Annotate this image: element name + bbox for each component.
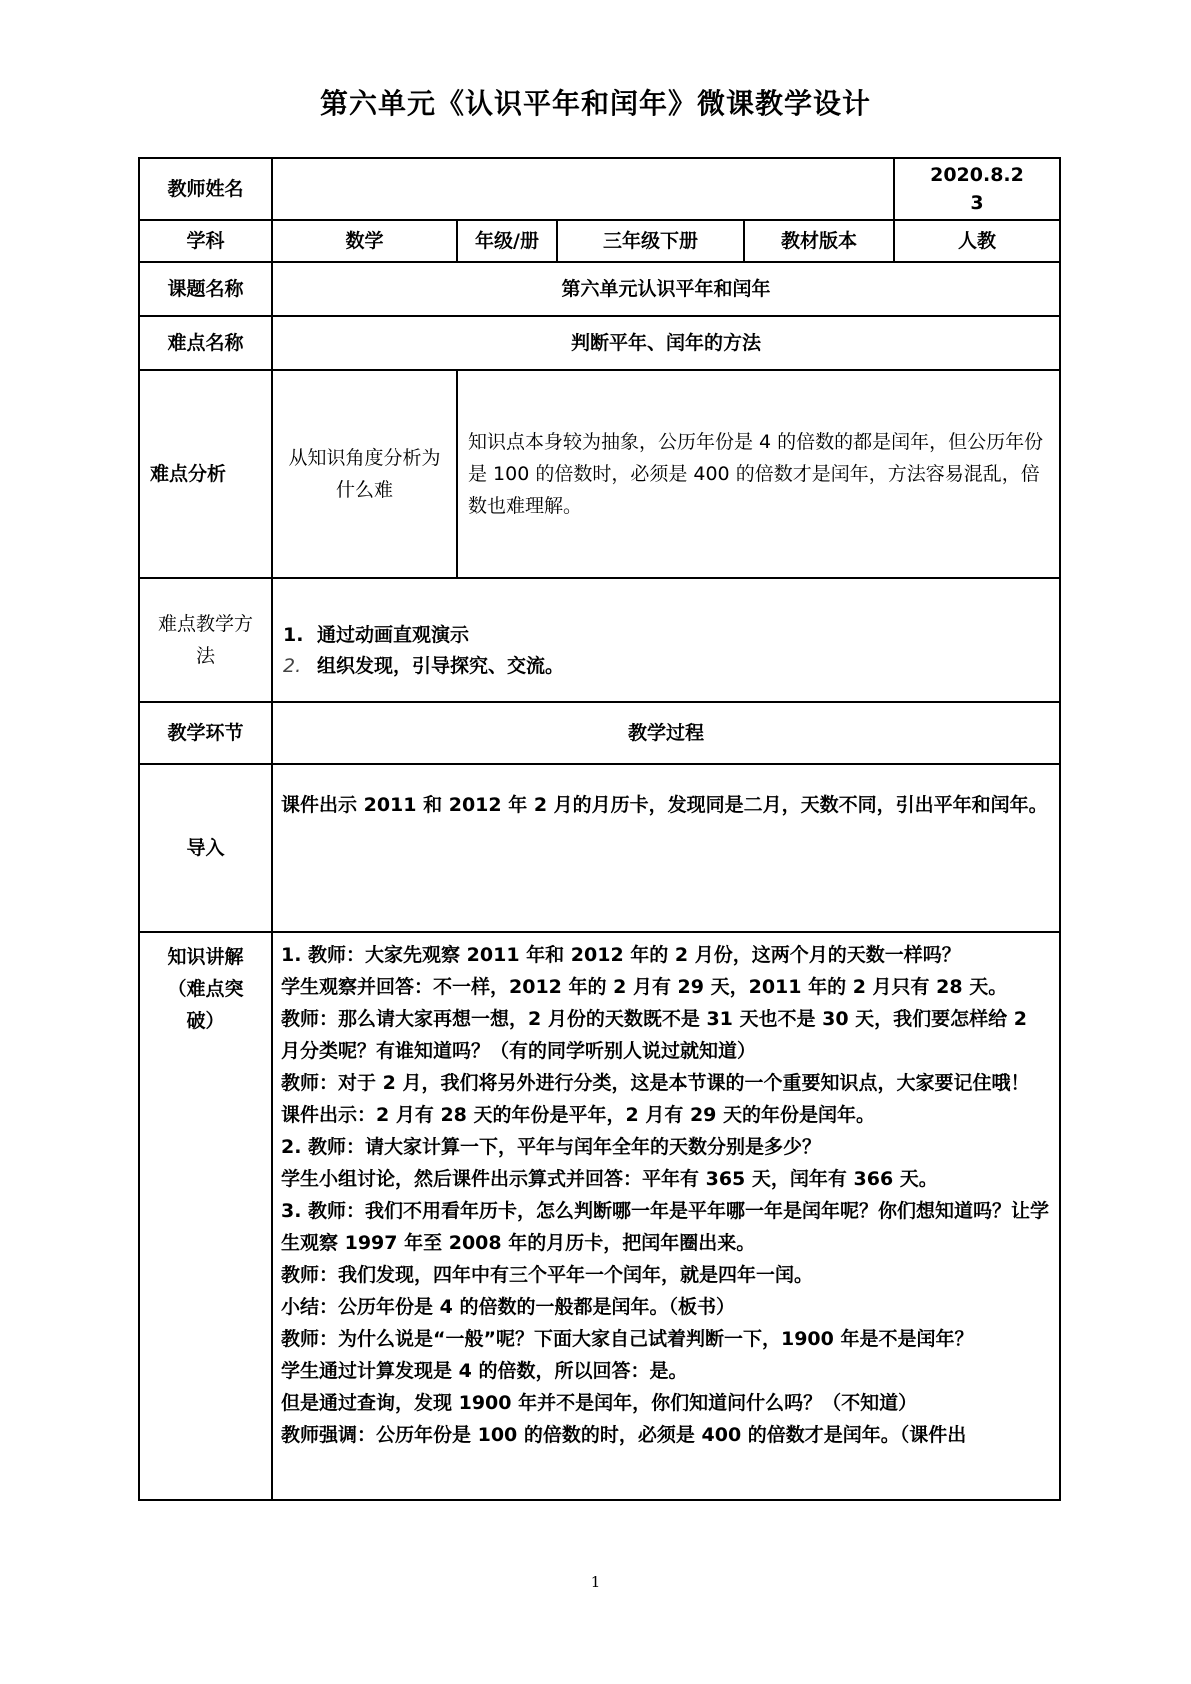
explain-paragraph: 2. 教师：请大家计算一下，平年与闰年全年的天数分别是多少？	[281, 1136, 822, 1158]
method-item	[283, 620, 1049, 651]
grade-label: 年级/册	[457, 220, 557, 262]
edition-value: 人教	[894, 220, 1060, 262]
intro-cell	[272, 764, 1060, 932]
subject-value: 数学	[272, 220, 457, 262]
explain-paragraph: 课件出示：2 月有 28 天的年份是平年，2 月有 29 天的年份是闰年。	[281, 1104, 876, 1126]
method-text: 组织发现，引导探究、交流。	[317, 655, 565, 677]
document-title: 第六单元《认识平年和闰年》微课教学设计	[319, 87, 871, 120]
date-value: 2020.8.23	[930, 164, 1024, 214]
teacher-value	[272, 158, 894, 220]
analysis-label: 难点分析	[139, 370, 272, 578]
difficulty-label: 难点名称	[139, 316, 272, 370]
process-header-value: 教学过程	[272, 702, 1060, 764]
methods-label-cell	[139, 578, 272, 702]
explain-paragraph: 但是通过查询，发现 1900 年并不是闰年，你们知道问什么吗？（不知道）	[281, 1392, 918, 1414]
explain-paragraph: 3. 教师：我们不用看年历卡，怎么判断哪一年是平年哪一年是闰年呢？你们想知道吗？让学生观察 1997 年至 2008 年的月历卡，把闰年圈出来。	[281, 1200, 1050, 1254]
explain-paragraph: 学生通过计算发现是 4 的倍数，所以回答：是。	[281, 1360, 688, 1382]
teacher-label: 教师姓名	[139, 158, 272, 220]
process-header-row	[139, 702, 1060, 764]
difficulty-value: 判断平年、闰年的方法	[272, 316, 1060, 370]
process-header-label: 教学环节	[139, 702, 272, 764]
explain-paragraphs	[273, 933, 1059, 1451]
methods-cell	[272, 578, 1060, 702]
explain-paragraph: 教师：为什么说是“一般”呢？下面大家自己试着判断一下，1900 年是不是闰年？	[281, 1328, 974, 1350]
topic-row	[139, 262, 1060, 316]
explain-row	[139, 932, 1060, 1500]
method-item	[283, 651, 1049, 682]
lesson-plan-table	[138, 157, 1061, 1501]
explain-cell	[272, 932, 1060, 1500]
explain-paragraph: 教师：对于 2 月，我们将另外进行分类，这是本节课的一个重要知识点，大家要记住哦！	[281, 1072, 1030, 1094]
explain-paragraph: 小结：公历年份是 4 的倍数的一般都是闰年。（板书）	[281, 1296, 735, 1318]
explain-paragraph: 1. 教师：大家先观察 2011 年和 2012 年的 2 月份，这两个月的天数一样吗？	[281, 944, 961, 966]
teacher-row	[139, 158, 1060, 220]
analysis-text: 知识点本身较为抽象，公历年份是 4 的倍数的都是闰年，但公历年份是 100 的倍数时，必须是 400 的倍数才是闰年，方法容易混乱，倍数也难理解。	[468, 431, 1044, 517]
analysis-sub-label: 从知识角度分析为什么难	[288, 447, 441, 501]
grade-value: 三年级下册	[557, 220, 744, 262]
explain-paragraph: 学生小组讨论，然后课件出示算式并回答：平年有 365 天，闰年有 366 天。	[281, 1168, 938, 1190]
explain-paragraph: 教师：我们发现，四年中有三个平年一个闰年，就是四年一闰。	[281, 1264, 814, 1286]
explain-paragraph: 教师：那么请大家再想一想，2 月份的天数既不是 31 天也不是 30 天，我们要怎样给 2 月分类呢？有谁知道吗？（有的同学听别人说过就知道）	[281, 1008, 1028, 1062]
intro-label: 导入	[139, 764, 272, 932]
subject-row	[139, 220, 1060, 262]
method-number: 1.	[283, 624, 304, 646]
date-cell	[894, 158, 1060, 220]
topic-label: 课题名称	[139, 262, 272, 316]
difficulty-row	[139, 316, 1060, 370]
methods-label: 难点教学方法	[157, 613, 253, 667]
method-number: 2.	[283, 655, 302, 677]
explain-label-cell	[139, 932, 272, 1500]
intro-text: 课件出示 2011 和 2012 年 2 月的月历卡，发现同是二月，天数不同，引出平年和闰年。	[281, 794, 1048, 816]
edition-label: 教材版本	[744, 220, 894, 262]
method-text: 通过动画直观演示	[317, 624, 470, 646]
intro-row	[139, 764, 1060, 932]
subject-label: 学科	[139, 220, 272, 262]
methods-list	[273, 620, 1059, 682]
analysis-row	[139, 370, 1060, 578]
explain-paragraph: 学生观察并回答：不一样，2012 年的 2 月有 29 天，2011 年的 2 月只有 28 天。	[281, 976, 1008, 998]
page-number: 1	[590, 1573, 601, 1591]
analysis-sub-cell	[272, 370, 457, 578]
analysis-text-cell	[457, 370, 1060, 578]
methods-row	[139, 578, 1060, 702]
explain-label: 知识讲解（难点突破）	[167, 946, 244, 1032]
explain-paragraph: 教师强调：公历年份是 100 的倍数的时，必须是 400 的倍数才是闰年。（课件出	[281, 1424, 967, 1446]
topic-value: 第六单元认识平年和闰年	[272, 262, 1060, 316]
